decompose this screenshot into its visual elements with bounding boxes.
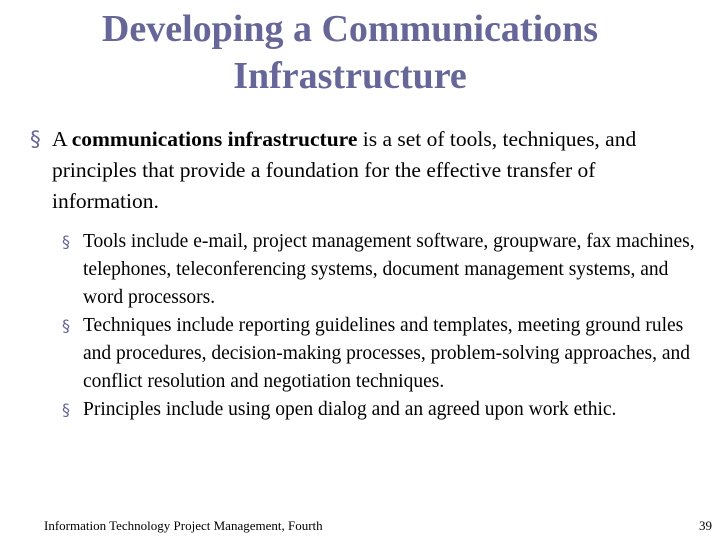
slide-footer: Information Technology Project Management, Fourth bbox=[44, 518, 323, 533]
slide-title-line-1: Developing a Communications bbox=[101, 8, 599, 50]
sub-bullet-text: Techniques include reporting guidelines and templates, meeting ground rules and procedures, decision-making processes, problem-solving approaches, and conflict resolution and negotiation techniques. bbox=[83, 315, 691, 392]
page-number: 39 bbox=[699, 518, 712, 533]
main-bullet-bold-term: communications infrastructure bbox=[71, 127, 358, 151]
bullet-marker-icon: § bbox=[30, 127, 41, 152]
main-bullet-prefix: A bbox=[52, 127, 72, 151]
slide-title bbox=[0, 6, 700, 100]
sub-bullet-principles bbox=[62, 396, 698, 424]
main-bullet-rest: is a set of tools, techniques, and principles that provide a foundation for the effective transfer of information. bbox=[52, 127, 637, 213]
sub-bullet-marker-icon: § bbox=[62, 316, 70, 335]
sub-bullet-marker-icon: § bbox=[62, 232, 70, 251]
sub-bullet-text: Tools include e-mail, project management software, groupware, fax machines, telephones, teleconferencing systems, document management systems, and word processors. bbox=[83, 231, 695, 308]
slide-title-line-2: Infrastructure bbox=[233, 55, 467, 97]
sub-bullet-text: Principles include using open dialog and an agreed upon work ethic. bbox=[83, 399, 617, 420]
sub-bullet-marker-icon: § bbox=[62, 400, 70, 419]
main-bullet-text bbox=[52, 124, 700, 217]
sub-bullet-techniques bbox=[62, 312, 698, 396]
sub-bullet-tools bbox=[62, 228, 698, 312]
main-bullet bbox=[30, 124, 700, 217]
sub-bullet-list bbox=[62, 228, 698, 424]
